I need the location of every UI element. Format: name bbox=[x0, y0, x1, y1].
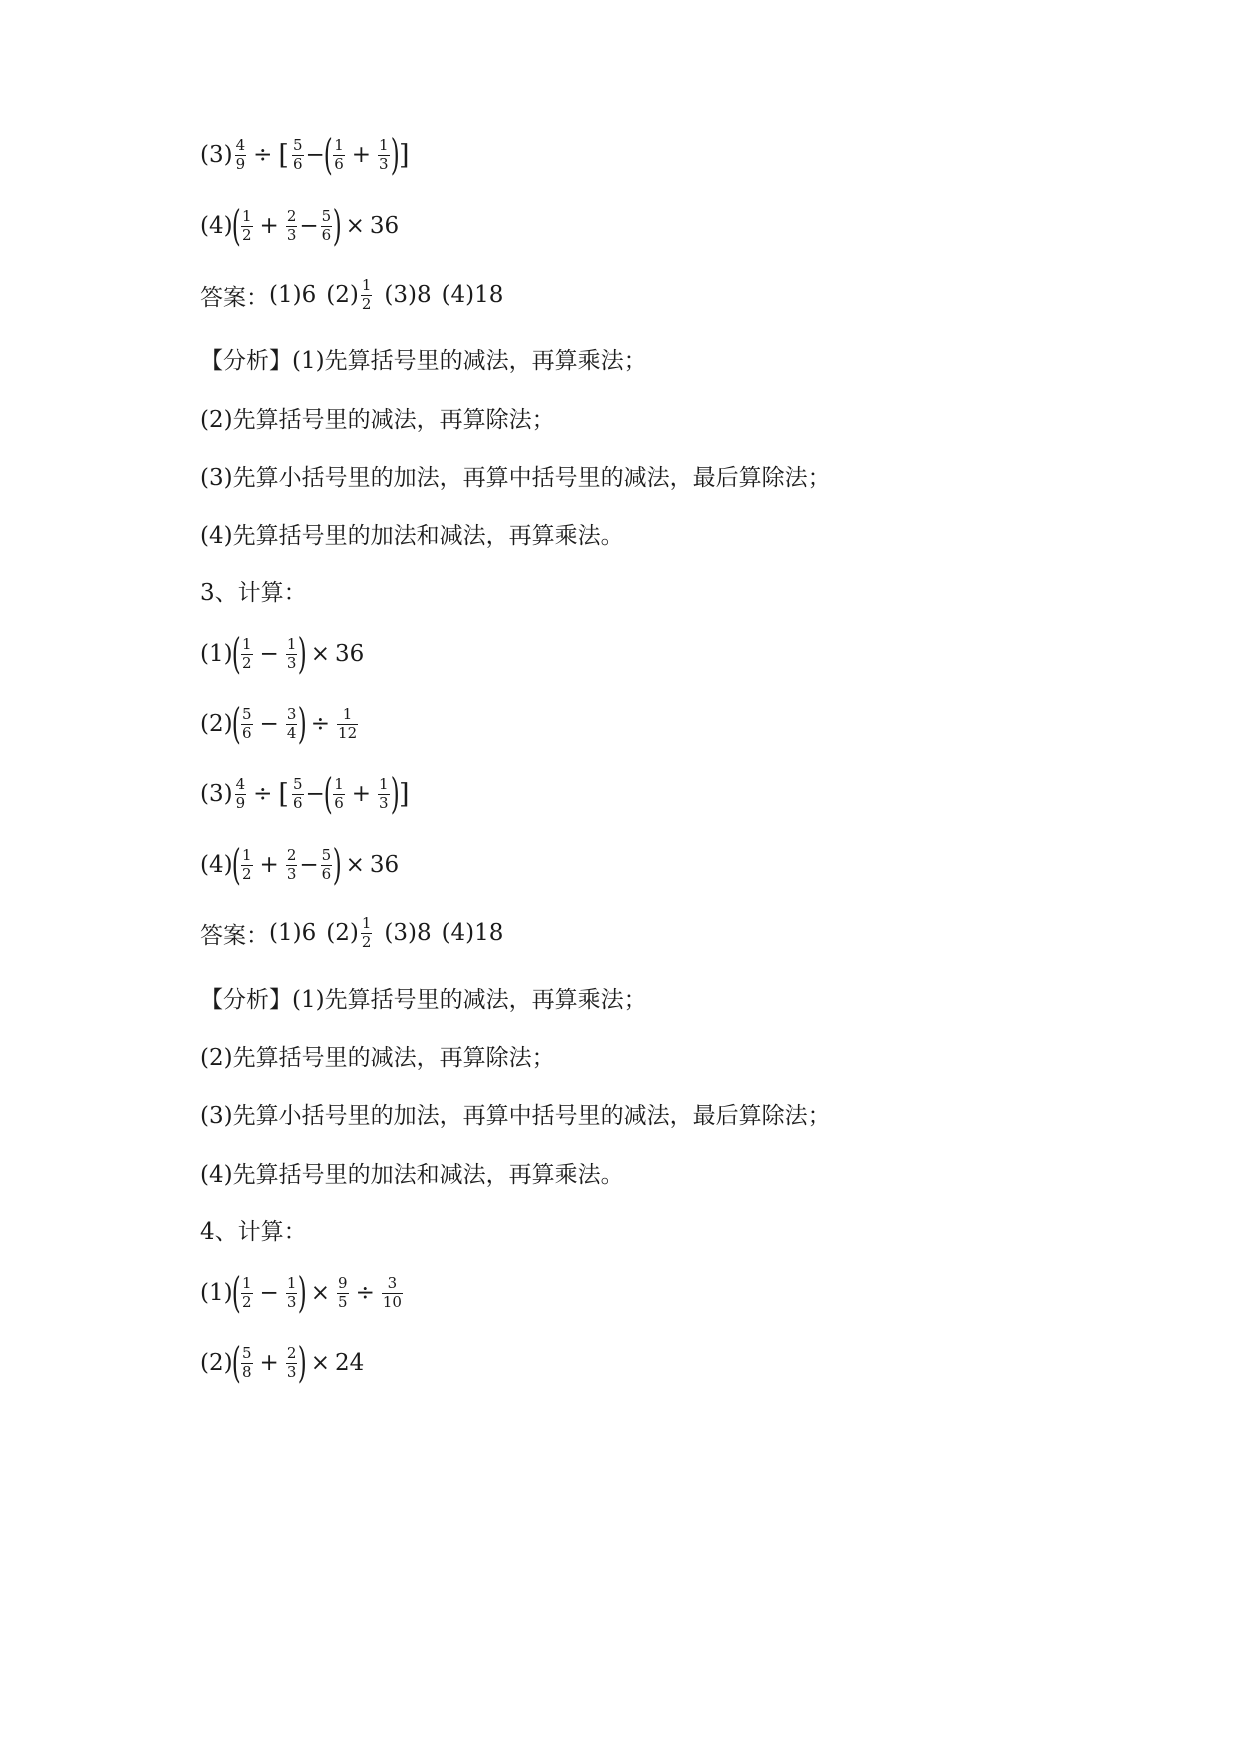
fraction: $\frac{1}{3}$ bbox=[286, 634, 297, 672]
bracket-close: ] bbox=[398, 139, 410, 171]
paren-open: ( bbox=[231, 840, 241, 889]
s4-heading: 4、计算： bbox=[200, 1218, 307, 1245]
minus-sign: − bbox=[299, 852, 319, 878]
fraction: $\frac{5}{8}$ bbox=[241, 1343, 252, 1381]
fraction: $\frac{1}{2}$ bbox=[241, 206, 252, 244]
s1-problem-3 bbox=[200, 125, 411, 185]
answer-part-2: (2) bbox=[326, 920, 359, 946]
number: 36 bbox=[369, 213, 400, 239]
paren-close: ) bbox=[332, 840, 342, 889]
times-sign: × bbox=[345, 852, 365, 878]
bracket-open: [ bbox=[278, 139, 289, 171]
s1-problem-4 bbox=[200, 196, 399, 256]
paren-close: ) bbox=[298, 629, 308, 678]
s3-problem-3 bbox=[200, 764, 411, 824]
paren-close: ) bbox=[298, 699, 308, 748]
fraction: $\frac{4}{9}$ bbox=[235, 774, 246, 812]
paren-open: ( bbox=[231, 201, 241, 250]
number: 36 bbox=[335, 641, 365, 667]
paren-close: ) bbox=[298, 1338, 308, 1387]
paren-open: ( bbox=[323, 130, 333, 179]
fraction: $\frac{1}{2}$ bbox=[241, 634, 252, 672]
s3-analysis-4: (4)先算括号里的加法和减法，再算乘法。 bbox=[200, 1161, 624, 1188]
number: 36 bbox=[369, 852, 400, 878]
paren-open: ( bbox=[231, 629, 241, 678]
bracket-close: ] bbox=[398, 778, 410, 810]
fraction: $\frac{5}{6}$ bbox=[321, 206, 332, 244]
problem-label: (4) bbox=[200, 852, 233, 878]
paren-close: ) bbox=[298, 1268, 308, 1317]
minus-sign: − bbox=[259, 641, 279, 667]
answer-prefix: 答案： bbox=[200, 922, 269, 949]
minus-sign: − bbox=[259, 1280, 279, 1306]
s3-heading: 3、计算： bbox=[200, 579, 307, 606]
paren-open: ( bbox=[231, 699, 241, 748]
times-sign: × bbox=[310, 1280, 331, 1306]
plus-sign: + bbox=[351, 781, 372, 807]
paren-close: ) bbox=[390, 130, 400, 179]
expression bbox=[200, 769, 411, 818]
s3-problem-4 bbox=[200, 835, 399, 895]
expression bbox=[200, 130, 411, 179]
fraction: $\frac{1}{3}$ bbox=[379, 135, 389, 173]
answer-part-2: (2) bbox=[326, 282, 359, 308]
paren-open: ( bbox=[231, 1338, 241, 1387]
problem-label: (3) bbox=[200, 781, 233, 807]
divide-sign: ÷ bbox=[253, 142, 273, 168]
fraction: $\frac{2}{3}$ bbox=[286, 1343, 297, 1381]
answer-expression bbox=[200, 913, 504, 951]
fraction: $\frac{9}{5}$ bbox=[338, 1273, 348, 1311]
s1-analysis-4: (4)先算括号里的加法和减法，再算乘法。 bbox=[200, 522, 624, 549]
answer-expression bbox=[200, 275, 504, 313]
paren-close: ) bbox=[390, 769, 400, 818]
fraction: $\frac{1}{2}$ bbox=[241, 1273, 252, 1311]
times-sign: × bbox=[345, 213, 365, 239]
s3-problem-1 bbox=[200, 624, 364, 684]
divide-sign: ÷ bbox=[355, 1280, 375, 1306]
fraction: $\frac{1}{2}$ bbox=[361, 275, 372, 313]
s3-problem-2 bbox=[200, 694, 360, 754]
plus-sign: + bbox=[351, 142, 372, 168]
s3-analysis-2: (2)先算括号里的减法，再算除法； bbox=[200, 1044, 555, 1071]
fraction: $\frac{4}{9}$ bbox=[235, 135, 246, 173]
number: 24 bbox=[335, 1350, 365, 1376]
plus-sign: + bbox=[259, 213, 279, 239]
times-sign: × bbox=[310, 641, 331, 667]
paren-close: ) bbox=[332, 201, 342, 250]
answer-part-4: (4)18 bbox=[441, 282, 504, 308]
answer-part-3: (3)8 bbox=[384, 282, 432, 308]
fraction: $\frac{5}{6}$ bbox=[321, 845, 332, 883]
fraction: $\frac{3}{10}$ bbox=[382, 1273, 402, 1311]
expression bbox=[200, 1268, 405, 1317]
fraction: $\frac{1}{6}$ bbox=[334, 774, 344, 812]
answer-part-3: (3)8 bbox=[384, 920, 432, 946]
minus-sign: − bbox=[259, 711, 279, 737]
fraction: $\frac{5}{6}$ bbox=[292, 774, 303, 812]
problem-label: (2) bbox=[200, 711, 233, 737]
fraction: $\frac{1}{6}$ bbox=[334, 135, 344, 173]
fraction: $\frac{2}{3}$ bbox=[286, 845, 297, 883]
answer-part-4: (4)18 bbox=[441, 920, 504, 946]
paren-open: ( bbox=[231, 1268, 241, 1317]
bracket-open: [ bbox=[278, 778, 289, 810]
times-sign: × bbox=[310, 1350, 331, 1376]
paren-open: ( bbox=[323, 769, 333, 818]
fraction: $\frac{5}{6}$ bbox=[292, 135, 303, 173]
minus-sign: − bbox=[305, 781, 325, 807]
expression bbox=[200, 699, 360, 748]
divide-sign: ÷ bbox=[253, 781, 273, 807]
minus-sign: − bbox=[299, 213, 319, 239]
s4-problem-2 bbox=[200, 1333, 364, 1393]
fraction: $\frac{1}{12}$ bbox=[338, 704, 358, 742]
fraction: $\frac{3}{4}$ bbox=[286, 704, 297, 742]
problem-label: (3) bbox=[200, 142, 233, 168]
s3-analysis-3: (3)先算小括号里的加法，再算中括号里的减法，最后算除法； bbox=[200, 1102, 831, 1129]
s3-answer bbox=[200, 903, 503, 963]
s3-analysis-1: 【分析】(1)先算括号里的减法，再算乘法； bbox=[200, 986, 647, 1013]
plus-sign: + bbox=[259, 852, 279, 878]
s4-problem-1 bbox=[200, 1263, 405, 1323]
fraction: $\frac{1}{3}$ bbox=[286, 1273, 297, 1311]
s1-analysis-3: (3)先算小括号里的加法，再算中括号里的减法，最后算除法； bbox=[200, 464, 831, 491]
problem-label: (2) bbox=[200, 1350, 233, 1376]
s1-answer bbox=[200, 265, 503, 325]
fraction: $\frac{2}{3}$ bbox=[286, 206, 297, 244]
plus-sign: + bbox=[259, 1350, 279, 1376]
expression bbox=[200, 629, 365, 678]
answer-part-1: (1)6 bbox=[269, 282, 317, 308]
divide-sign: ÷ bbox=[310, 711, 331, 737]
fraction: $\frac{5}{6}$ bbox=[241, 704, 252, 742]
problem-label: (1) bbox=[200, 641, 233, 667]
fraction: $\frac{1}{2}$ bbox=[361, 913, 372, 951]
s1-analysis-2: (2)先算括号里的减法，再算除法； bbox=[200, 406, 555, 433]
answer-prefix: 答案： bbox=[200, 284, 269, 311]
problem-label: (1) bbox=[200, 1280, 233, 1306]
s1-analysis-1: 【分析】(1)先算括号里的减法，再算乘法； bbox=[200, 347, 647, 374]
fraction: $\frac{1}{2}$ bbox=[241, 845, 252, 883]
minus-sign: − bbox=[305, 142, 325, 168]
fraction: $\frac{1}{3}$ bbox=[379, 774, 389, 812]
expression bbox=[200, 1338, 365, 1387]
answer-part-1: (1)6 bbox=[269, 920, 317, 946]
problem-label: (4) bbox=[200, 213, 233, 239]
expression bbox=[200, 201, 400, 250]
expression bbox=[200, 840, 400, 889]
